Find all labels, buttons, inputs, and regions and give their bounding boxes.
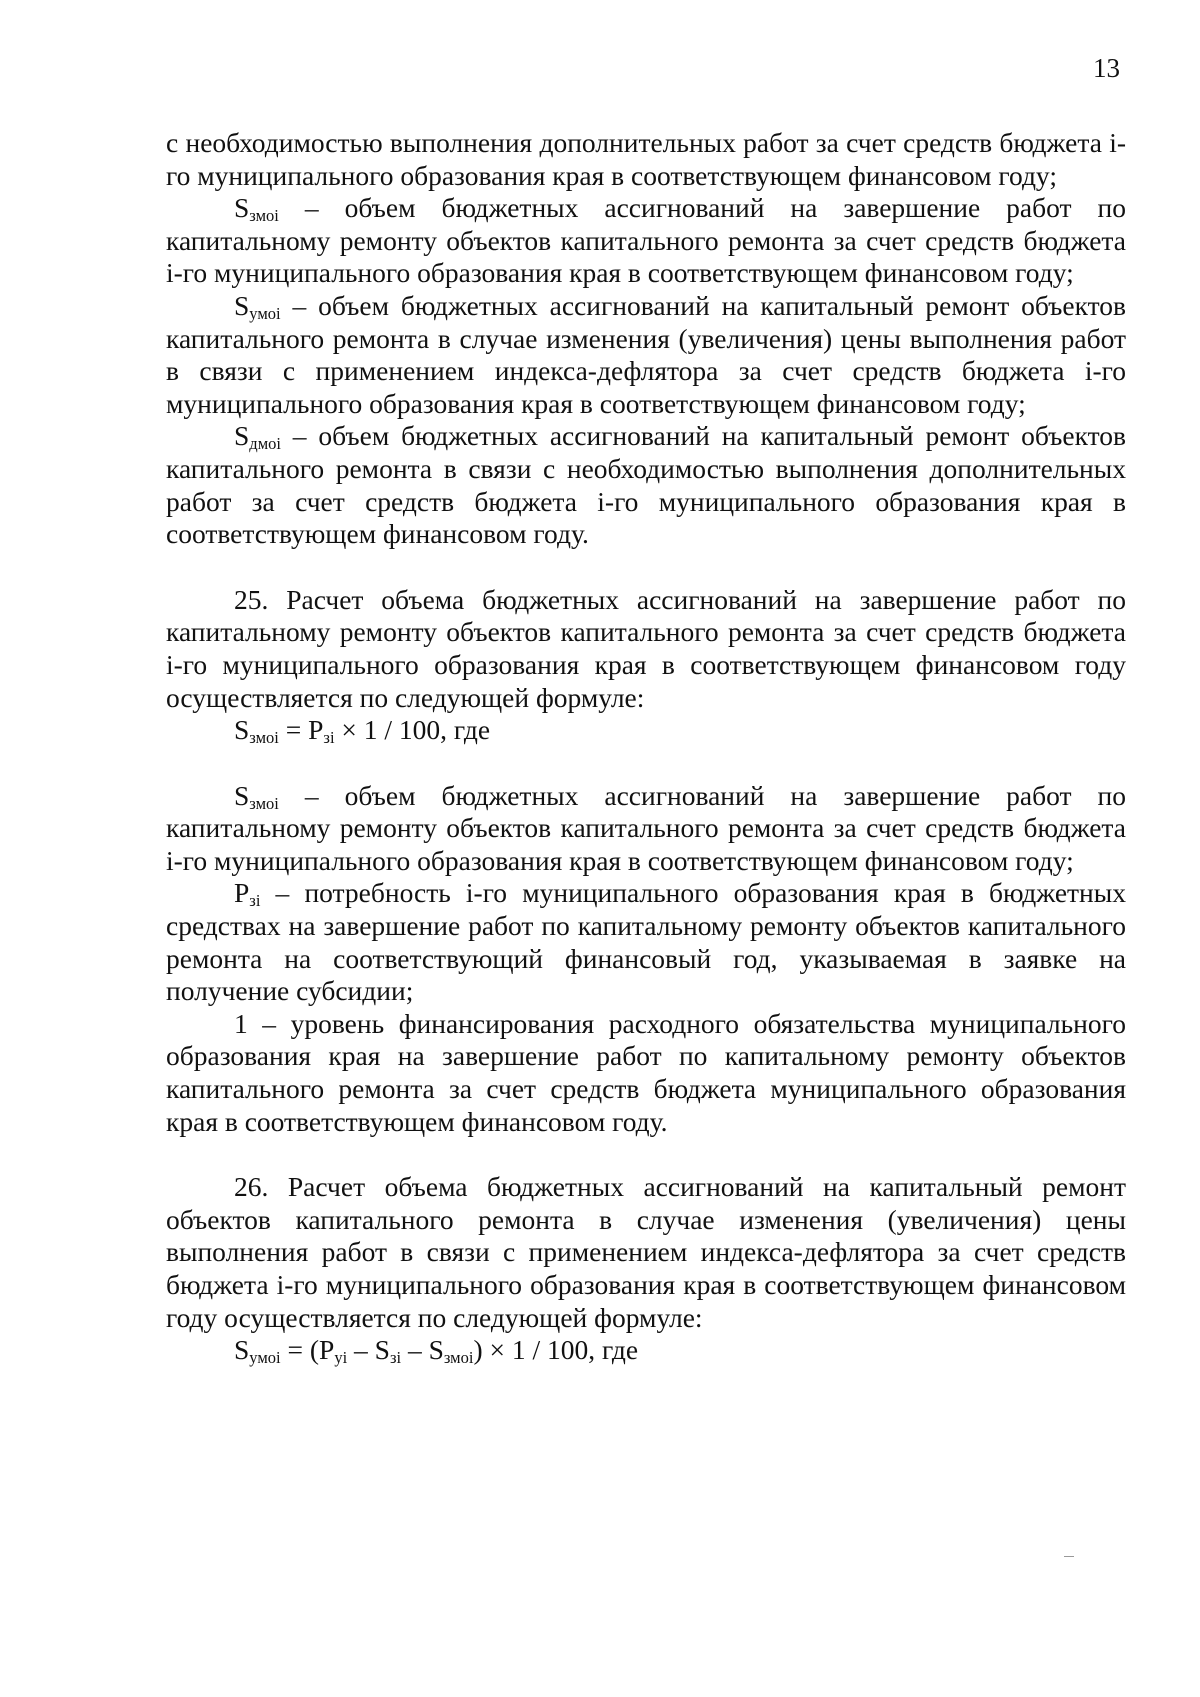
scan-mark — [1064, 1556, 1074, 1557]
formula-part: – S — [347, 1334, 390, 1366]
formula-subscript: зi — [389, 1348, 402, 1368]
formula-part: = (P — [280, 1334, 335, 1366]
definition-sdmoi — [166, 420, 1126, 550]
symbol-subscript: умоi — [249, 304, 281, 324]
symbol: P — [234, 877, 250, 909]
formula-subscript: змоi — [249, 728, 279, 748]
formula-26 — [166, 1334, 1126, 1367]
document-body — [166, 127, 1126, 1367]
paragraph-25: 25. Расчет объема бюджетных ассигнований на завершение работ по капитальному ремонту объектов капитального ремонта за счет средств бюджета i-го муниципального образования края в соответствующем финансовом году осуществляется по следующей формуле: — [166, 583, 1126, 713]
definition-text: – объем бюджетных ассигнований на завершение работ по капитальному ремонту объектов капитального ремонта за счет средств бюджета i-го муниципального образования края в соответствующем финансовом году; — [166, 192, 1126, 289]
symbol: S — [234, 779, 250, 811]
formula-part: – S — [401, 1334, 444, 1366]
symbol-subscript: дмоi — [249, 434, 281, 454]
symbol-subscript: змоi — [249, 793, 279, 813]
definition-financing-level: 1 – уровень финансирования расходного обязательства муниципального образования края на завершение работ по капитальному ремонту объектов капитального ремонта за счет средств бюджета муниципального образования края в соответствующем финансовом году. — [166, 1007, 1126, 1137]
paragraph-26: 26. Расчет объема бюджетных ассигнований на капитальный ремонт объектов капитального ремонта в случае изменения (увеличения) цены выполнения работ в связи с применением индекса-дефлятора за счет средств бюджета i-го муниципального образования края в соответствующем финансовом году осуществляется по следующей формуле: — [166, 1171, 1126, 1333]
definition-text: – потребность i-го муниципального образования края в бюджетных средствах на завершение работ по капитальному ремонту объектов капитального ремонта на соответствующий финансовый год, указываемая в заявке на получение субсидии; — [166, 877, 1126, 1007]
formula-subscript: умоi — [249, 1348, 281, 1368]
formula-subscript: змоi — [443, 1348, 474, 1368]
definition-text: – объем бюджетных ассигнований на завершение работ по капитальному ремонту объектов капитального ремонта за счет средств бюджета i-го муниципального образования края в соответствующем финансовом году; — [166, 779, 1126, 876]
formula-symbol: S — [234, 1334, 250, 1366]
formula-symbol: S — [234, 714, 250, 746]
formula-part: ) × 1 / 100, где — [473, 1334, 639, 1366]
symbol: S — [234, 420, 250, 452]
definition-szmoi-2 — [166, 780, 1126, 878]
formula-part: = P — [278, 714, 324, 746]
definition-szmoi — [166, 192, 1126, 290]
symbol-subscript: змоi — [249, 206, 279, 226]
formula-subscript: зi — [323, 728, 335, 748]
definition-sumoi — [166, 290, 1126, 420]
paragraph-continuation: с необходимостью выполнения дополнительных работ за счет средств бюджета i-го муниципального образования края в соответствующем финансовом году; — [166, 127, 1126, 191]
formula-subscript: уi — [334, 1348, 348, 1368]
symbol: S — [234, 289, 250, 321]
formula-25 — [166, 714, 1126, 747]
definition-text: – объем бюджетных ассигнований на капитальный ремонт объектов капитального ремонта в случае изменения (увеличения) цены выполнения работ в связи с применением индекса-дефлятора за счет средств бюджета i-го муниципального образования края в соответствующем финансовом году; — [166, 289, 1126, 419]
definition-pzi — [166, 877, 1126, 1007]
page-number: 13 — [1093, 53, 1120, 83]
definition-text: – объем бюджетных ассигнований на капитальный ремонт объектов капитального ремонта в связи с необходимостью выполнения дополнительных работ за счет средств бюджета i-го муниципального образования края в соответствующем финансовом году. — [166, 420, 1126, 550]
symbol-subscript: зi — [249, 891, 261, 911]
symbol: S — [234, 192, 250, 224]
formula-part: × 1 / 100, где — [334, 714, 491, 746]
